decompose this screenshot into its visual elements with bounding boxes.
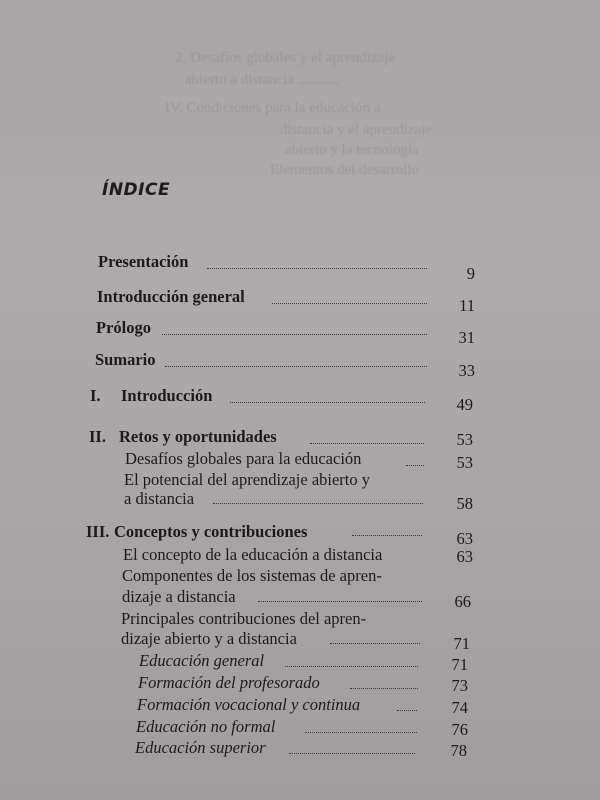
index-title: ÍNDICE	[102, 180, 171, 200]
toc-entry-label: Formación del profesorado	[138, 673, 320, 692]
dot-leader	[230, 400, 425, 403]
toc-entry-label: Presentación	[98, 252, 189, 271]
dot-leader	[330, 641, 420, 644]
toc-page-number: 78	[450, 741, 467, 760]
toc-page-number: 63	[456, 529, 473, 548]
dot-leader	[207, 266, 427, 269]
toc-page-number: 33	[458, 361, 475, 380]
toc-page-number: 31	[458, 328, 475, 347]
toc-entry-label-continued: a distancia	[124, 489, 195, 508]
toc-page-number: 71	[451, 655, 468, 674]
toc-page-number: 53	[456, 453, 473, 472]
toc-page-number: 71	[453, 634, 470, 653]
toc-page-number: 53	[456, 430, 473, 449]
bleed-through-line: 2. Desafíos globales y el aprendizaje	[175, 50, 395, 66]
dot-leader	[406, 463, 424, 466]
toc-page-number: 74	[451, 698, 468, 717]
toc-entry-label-continued: dizaje a distancia	[122, 587, 236, 606]
chapter-numeral: I.	[90, 386, 101, 405]
chapter-numeral: III.	[86, 522, 110, 541]
toc-entry-label: Educación superior	[135, 738, 266, 757]
dot-leader	[162, 332, 427, 335]
toc-page-number: 63	[456, 547, 473, 566]
dot-leader	[213, 501, 423, 504]
toc-entry-label: Formación vocacional y continua	[137, 695, 361, 714]
dot-leader	[397, 708, 417, 711]
chapter-numeral: II.	[89, 427, 106, 446]
bleed-through-line: abierto y la tecnología	[285, 142, 419, 158]
toc-page-number: 76	[451, 720, 468, 739]
toc-entry-label: Educación no formal	[136, 717, 276, 736]
toc-page-number: 66	[454, 592, 471, 611]
bleed-through-line: distancia y el aprendizaje	[280, 122, 433, 138]
toc-page-number: 49	[456, 395, 473, 414]
toc-entry-label-continued: dizaje abierto y a distancia	[121, 629, 297, 648]
toc-entry-label: Educación general	[139, 651, 265, 670]
bleed-through-line: abierto a distancia ...........	[185, 72, 340, 88]
bleed-through-line: IV. Condiciones para la educación a	[165, 100, 381, 116]
toc-page-number: 73	[451, 676, 468, 695]
toc-entry-label: Componentes de los sistemas de apren-	[122, 566, 382, 585]
toc-page-number: 58	[456, 494, 473, 513]
toc-entry-label: Desafíos globales para la educación	[125, 449, 362, 468]
toc-entry-label: El potencial del aprendizaje abierto y	[124, 470, 371, 489]
toc-entry-label: El concepto de la educación a distancia	[123, 545, 383, 564]
toc-entry-label: Sumario	[95, 350, 156, 369]
toc-page-number: 9	[466, 264, 475, 283]
toc-page-number: 11	[459, 296, 475, 315]
dot-leader	[258, 599, 422, 602]
toc-entry-label: Retos y oportunidades	[119, 427, 277, 446]
dot-leader	[165, 364, 427, 367]
toc-entry-label: Principales contribuciones del apren-	[121, 609, 367, 628]
toc-entry-label: Introducción	[121, 386, 213, 405]
dot-leader	[305, 730, 417, 733]
bleed-through-line: Elementos del desarrollo	[270, 162, 420, 178]
dot-leader	[289, 751, 415, 754]
toc-entry-label: Introducción general	[97, 287, 245, 306]
dot-leader	[350, 686, 418, 689]
dot-leader	[352, 533, 422, 536]
dot-leader	[285, 664, 418, 667]
dot-leader	[272, 301, 427, 304]
dot-leader	[310, 441, 424, 444]
toc-entry-label: Prólogo	[96, 318, 151, 337]
toc-entry-label: Conceptos y contribuciones	[114, 522, 308, 541]
